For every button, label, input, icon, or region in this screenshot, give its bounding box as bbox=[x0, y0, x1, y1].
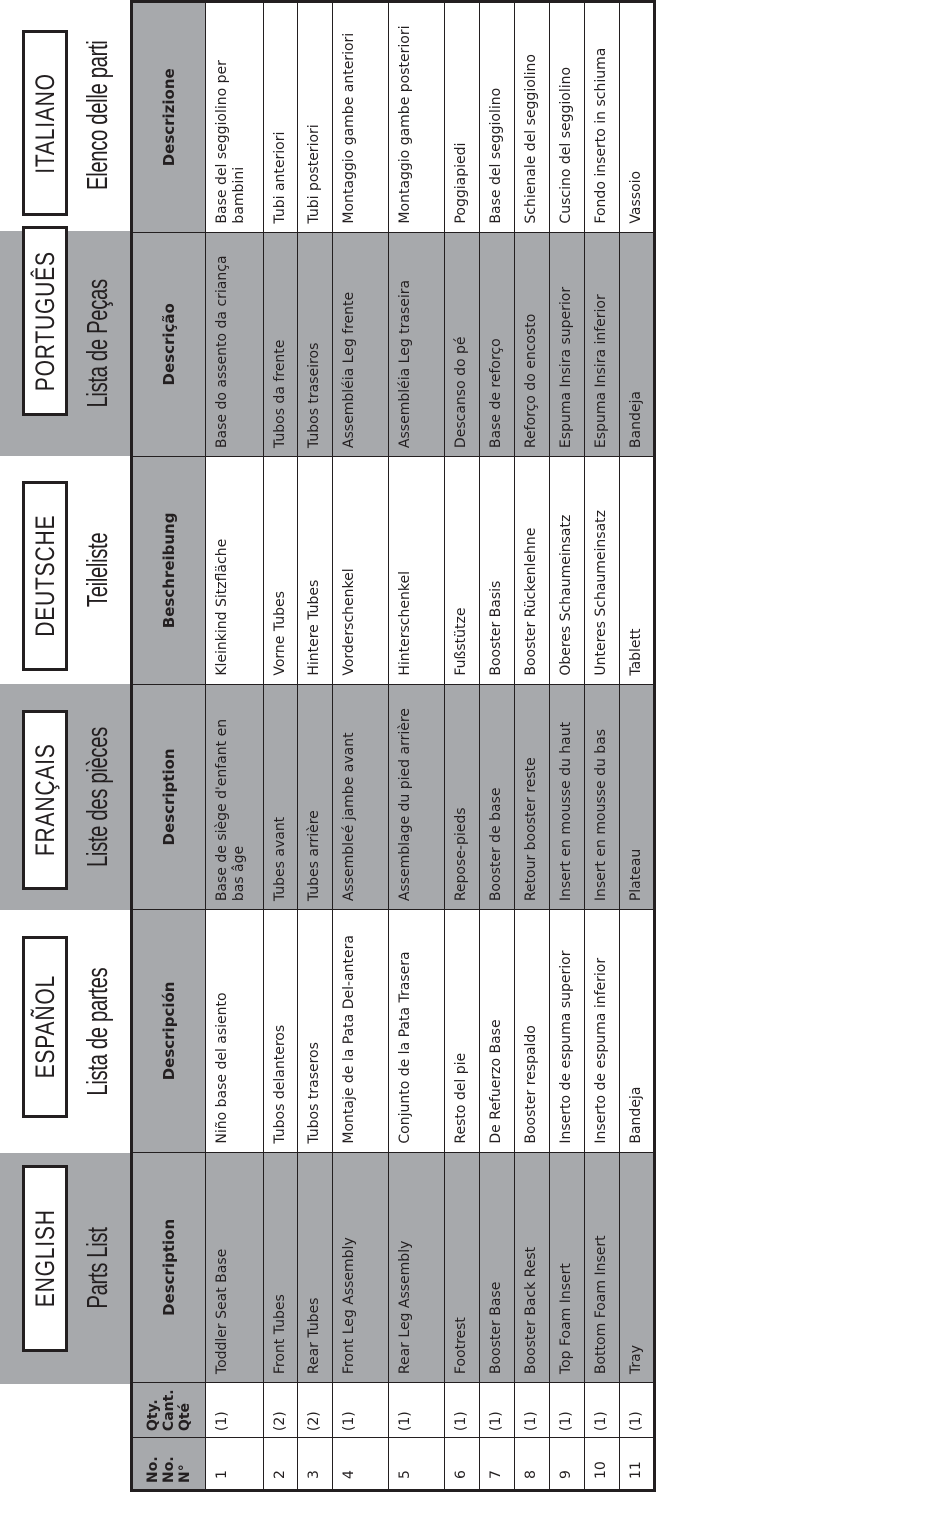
part-description-es: Resto del pie bbox=[445, 910, 480, 1152]
part-description-de: Kleinkind Sitzfläche bbox=[206, 457, 264, 685]
part-quantity: (1) bbox=[620, 1383, 655, 1438]
description-header-english: Description bbox=[132, 1152, 206, 1382]
part-description-pt: Tubos traseiros bbox=[298, 232, 333, 457]
list-title-francais: Liste des pièces bbox=[81, 727, 114, 867]
part-description-en: Rear Tubes bbox=[298, 1152, 333, 1382]
list-title-deutsche: Teileliste bbox=[81, 532, 114, 608]
part-number: 6 bbox=[445, 1438, 480, 1491]
part-description-fr: Insert en mousse du bas bbox=[585, 684, 620, 910]
part-description-es: Niño base del asiento bbox=[206, 910, 264, 1152]
number-column-header: No. No. N° bbox=[132, 1438, 206, 1491]
part-description-pt: Base de reforço bbox=[480, 232, 515, 457]
part-description-en: Toddler Seat Base bbox=[206, 1152, 264, 1382]
part-description-de: Vorne Tubes bbox=[264, 457, 298, 685]
part-description-de: Hinterschenkel bbox=[389, 457, 445, 685]
part-number: 1 bbox=[206, 1438, 264, 1491]
part-description-en: Front Tubes bbox=[264, 1152, 298, 1382]
part-number: 3 bbox=[298, 1438, 333, 1491]
part-description-es: Inserto de espuma inferior bbox=[585, 910, 620, 1152]
table-row bbox=[206, 2, 264, 1491]
part-quantity: (1) bbox=[333, 1383, 389, 1438]
language-label-portugues: PORTUGUÊS bbox=[22, 226, 68, 416]
part-description-pt: Base do assento da criança bbox=[206, 232, 264, 457]
part-description-pt: Espuma Insira superior bbox=[550, 232, 585, 457]
part-description-es: Montaje de la Pata Del-antera bbox=[333, 910, 389, 1152]
table-row bbox=[585, 2, 620, 1491]
description-header-portugues: Descrição bbox=[132, 232, 206, 457]
part-description-pt: Espuma Insira inferior bbox=[585, 232, 620, 457]
part-description-it: Montaggio gambe anteriori bbox=[333, 2, 389, 233]
part-description-de: Tablett bbox=[620, 457, 655, 685]
part-description-fr: Booster de base bbox=[480, 684, 515, 910]
quantity-column-header: Qty. Cant. Qté bbox=[132, 1383, 206, 1438]
part-description-pt: Reforço do encosto bbox=[515, 232, 550, 457]
part-description-de: Booster Basis bbox=[480, 457, 515, 685]
part-number: 7 bbox=[480, 1438, 515, 1491]
table-row bbox=[389, 2, 445, 1491]
part-description-it: Vassoio bbox=[620, 2, 655, 233]
part-number: 10 bbox=[585, 1438, 620, 1491]
part-description-en: Tray bbox=[620, 1152, 655, 1382]
part-description-es: Tubos delanteros bbox=[264, 910, 298, 1152]
part-quantity: (2) bbox=[264, 1383, 298, 1438]
part-quantity: (1) bbox=[389, 1383, 445, 1438]
part-description-pt: Bandeja bbox=[620, 232, 655, 457]
part-description-de: Booster Rückenlehne bbox=[515, 457, 550, 685]
part-description-fr: Tubes arrière bbox=[298, 684, 333, 910]
part-quantity: (1) bbox=[480, 1383, 515, 1438]
part-description-de: Unteres Schaumeinsatz bbox=[585, 457, 620, 685]
part-description-de: Oberes Schaumeinsatz bbox=[550, 457, 585, 685]
part-description-es: De Refuerzo Base bbox=[480, 910, 515, 1152]
table-row bbox=[298, 2, 333, 1491]
part-description-it: Cuscino del seggiolino bbox=[550, 2, 585, 233]
part-description-fr: Tubes avant bbox=[264, 684, 298, 910]
part-description-it: Fondo inserto in schiuma bbox=[585, 2, 620, 233]
part-number: 5 bbox=[389, 1438, 445, 1491]
table-header-row bbox=[132, 2, 206, 1491]
part-number: 8 bbox=[515, 1438, 550, 1491]
language-label-espanol: ESPAÑOL bbox=[22, 936, 68, 1118]
part-description-fr: Insert en mousse du haut bbox=[550, 684, 585, 910]
part-description-es: Bandeja bbox=[620, 910, 655, 1152]
list-title-english: Parts List bbox=[81, 1227, 114, 1310]
part-description-en: Top Foam Insert bbox=[550, 1152, 585, 1382]
language-label-francais: FRANÇAIS bbox=[22, 710, 68, 890]
part-description-it: Tubi posteriori bbox=[298, 2, 333, 233]
table-row bbox=[515, 2, 550, 1491]
language-label-english: ENGLISH bbox=[22, 1165, 68, 1352]
table-row bbox=[445, 2, 480, 1491]
part-description-fr: Assemblage du pied arrière bbox=[389, 684, 445, 910]
part-number: 2 bbox=[264, 1438, 298, 1491]
part-description-en: Footrest bbox=[445, 1152, 480, 1382]
table-row bbox=[550, 2, 585, 1491]
part-quantity: (1) bbox=[550, 1383, 585, 1438]
part-number: 4 bbox=[333, 1438, 389, 1491]
part-description-it: Schienale del seggiolino bbox=[515, 2, 550, 233]
table-row bbox=[333, 2, 389, 1491]
part-description-en: Booster Base bbox=[480, 1152, 515, 1382]
part-description-pt: Tubos da frente bbox=[264, 232, 298, 457]
list-title-italiano: Elenco delle parti bbox=[81, 40, 114, 191]
part-description-fr: Retour booster reste bbox=[515, 684, 550, 910]
part-description-es: Tubos traseros bbox=[298, 910, 333, 1152]
part-quantity: (2) bbox=[298, 1383, 333, 1438]
description-header-espanol: Descripción bbox=[132, 910, 206, 1152]
parts-table-body bbox=[206, 2, 655, 1491]
part-description-fr: Repose-pieds bbox=[445, 684, 480, 910]
part-description-en: Bottom Foam Insert bbox=[585, 1152, 620, 1382]
part-description-de: Vorderschenkel bbox=[333, 457, 389, 685]
part-description-es: Booster respaldo bbox=[515, 910, 550, 1152]
parts-table bbox=[130, 0, 656, 1492]
part-number: 9 bbox=[550, 1438, 585, 1491]
part-description-it: Poggiapiedi bbox=[445, 2, 480, 233]
part-description-en: Booster Back Rest bbox=[515, 1152, 550, 1382]
part-quantity: (1) bbox=[515, 1383, 550, 1438]
list-title-espanol: Lista de partes bbox=[81, 967, 114, 1096]
part-number: 11 bbox=[620, 1438, 655, 1491]
part-quantity: (1) bbox=[585, 1383, 620, 1438]
part-description-it: Base del seggiolino bbox=[480, 2, 515, 233]
part-description-fr: Base de siège d'enfant en bas âge bbox=[206, 684, 264, 910]
table-row bbox=[264, 2, 298, 1491]
part-quantity: (1) bbox=[206, 1383, 264, 1438]
description-header-italiano: Descrizione bbox=[132, 2, 206, 233]
language-label-italiano: ITALIANO bbox=[22, 30, 68, 216]
part-description-en: Rear Leg Assembly bbox=[389, 1152, 445, 1382]
part-description-pt: Descanso do pé bbox=[445, 232, 480, 457]
part-description-de: Fußstütze bbox=[445, 457, 480, 685]
language-label-deutsche: DEUTSCHE bbox=[22, 481, 68, 671]
part-description-de: Hintere Tubes bbox=[298, 457, 333, 685]
part-description-es: Conjunto de la Pata Trasera bbox=[389, 910, 445, 1152]
part-description-fr: Plateau bbox=[620, 684, 655, 910]
part-description-it: Montaggio gambe posteriori bbox=[389, 2, 445, 233]
table-row bbox=[480, 2, 515, 1491]
description-header-francais: Description bbox=[132, 684, 206, 910]
part-description-it: Base del seggiolino per bambini bbox=[206, 2, 264, 233]
part-description-es: Inserto de espuma superior bbox=[550, 910, 585, 1152]
part-description-en: Front Leg Assembly bbox=[333, 1152, 389, 1382]
part-description-pt: Assembléia Leg frente bbox=[333, 232, 389, 457]
table-row bbox=[620, 2, 655, 1491]
part-description-it: Tubi anteriori bbox=[264, 2, 298, 233]
description-header-deutsche: Beschreibung bbox=[132, 457, 206, 685]
part-quantity: (1) bbox=[445, 1383, 480, 1438]
part-description-pt: Assembléia Leg traseira bbox=[389, 232, 445, 457]
list-title-portugues: Lista de Peças bbox=[81, 279, 114, 408]
part-description-fr: Assembleé jambe avant bbox=[333, 684, 389, 910]
